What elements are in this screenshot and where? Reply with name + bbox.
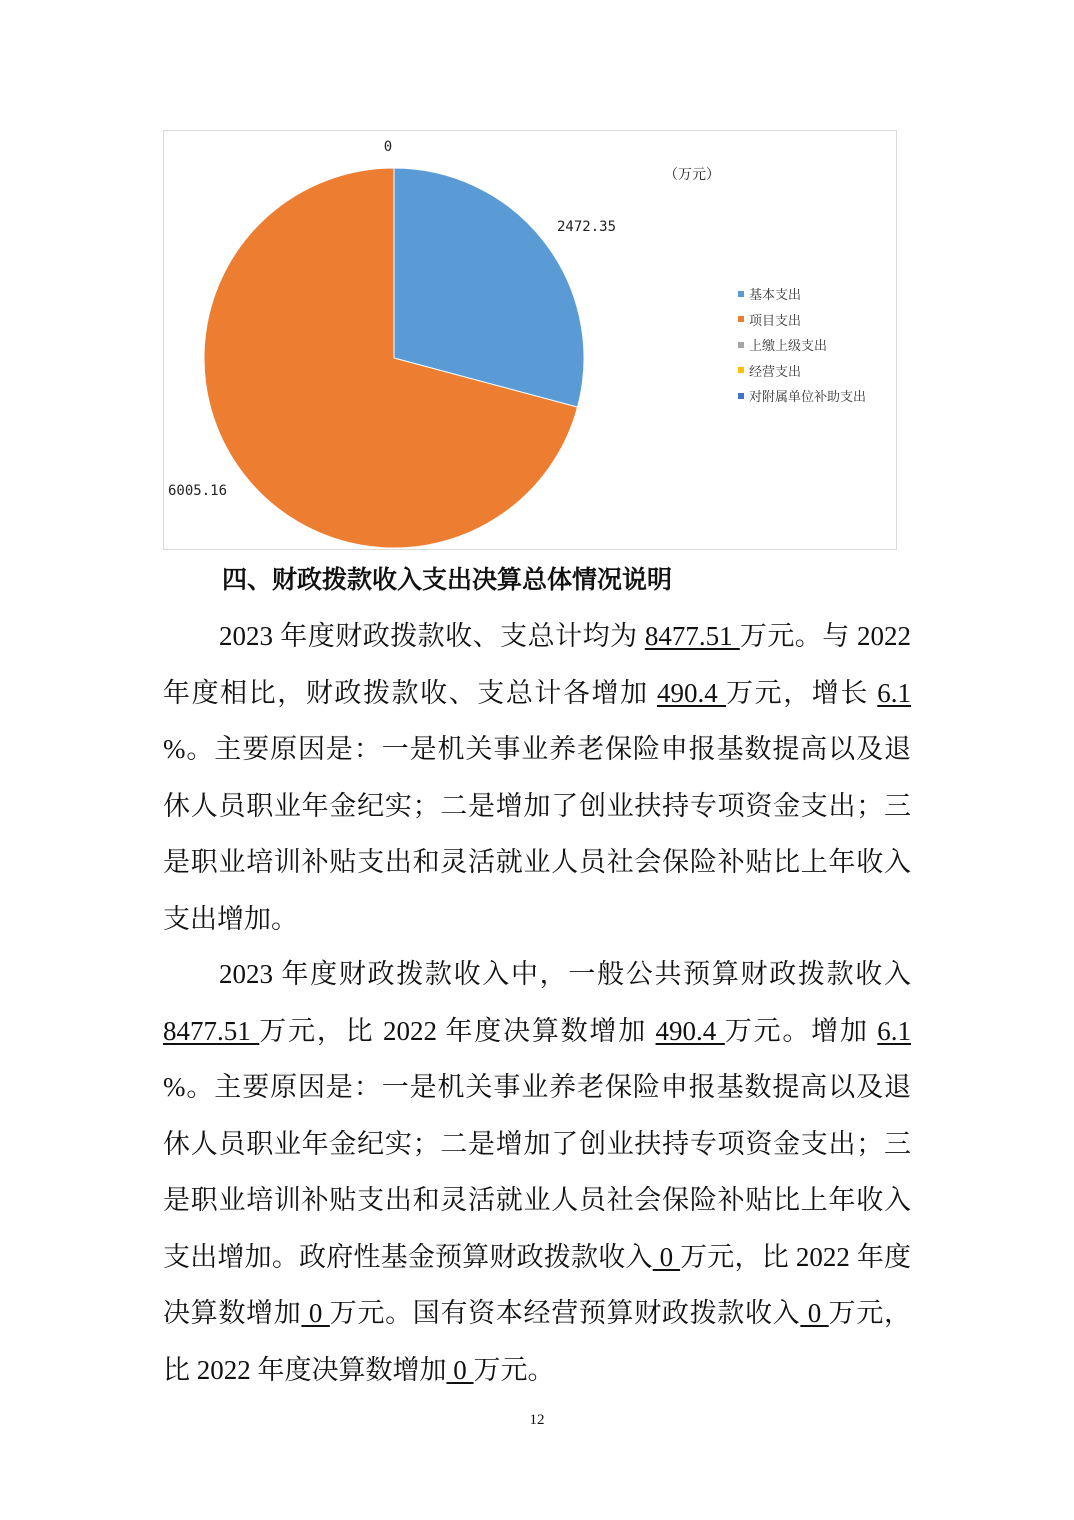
legend-swatch <box>738 367 744 373</box>
text-run: 万元，比 2022 年度决算数增加 <box>163 1298 912 1385</box>
paragraph-total <box>163 608 911 947</box>
text-run: 万元，比 2022 年度决算数增加 <box>163 1241 912 1328</box>
text-run: %。主要原因是：一是机关事业养老保险申报基数提高以及退休人员职业年金纪实；二是增加了创业扶持专项资金支出；三是职业培训补贴支出和灵活就业人员社会保险补贴比上年收入支出增加。 <box>163 734 911 934</box>
legend-item <box>738 281 866 307</box>
legend-swatch <box>738 342 744 348</box>
legend-label: 对附属单位补助支出 <box>749 390 867 406</box>
value-fund-increase: 0 <box>301 1298 330 1328</box>
value-growth-rate: 6.1 <box>877 677 912 708</box>
unit-label: （万元） <box>664 167 720 183</box>
legend-label: 经营支出 <box>749 364 802 380</box>
value-growth-rate: 6.1 <box>877 1015 912 1046</box>
value-increase: 490.4 <box>655 1015 725 1046</box>
text-run: 万元。与 2022 年度相比，财政拨款收、支总计各增加 <box>163 621 912 708</box>
legend-label: 项目支出 <box>749 313 802 329</box>
legend-label: 基本支出 <box>749 288 802 304</box>
value-increase: 490.4 <box>657 677 727 708</box>
legend-swatch <box>738 393 744 399</box>
legend-item <box>738 383 866 409</box>
value-capital-increase: 0 <box>446 1354 474 1385</box>
paragraph-income <box>163 946 911 1398</box>
pie-chart <box>163 130 897 550</box>
page-number: 12 <box>529 1412 545 1428</box>
text-run: 万元，增长 <box>726 677 878 708</box>
text-run: 万元，比 2022 年度决算数增加 <box>259 1015 656 1046</box>
legend-swatch <box>738 291 744 297</box>
legend <box>738 281 866 409</box>
data-label-basic: 2472.35 <box>557 219 617 235</box>
value-capital-budget: 0 <box>800 1298 829 1328</box>
data-label-project: 6005.16 <box>168 483 228 499</box>
data-label-zero: 0 <box>383 139 393 155</box>
text-run: 万元。增加 <box>724 1015 878 1046</box>
text-run: 2023 年度财政拨款收、支总计均为 <box>219 621 645 651</box>
section-heading: 四、财政拨款收入支出决算总体情况说明 <box>222 565 673 594</box>
legend-label: 上缴上级支出 <box>749 339 828 355</box>
value-general-budget: 8477.51 <box>163 1015 260 1046</box>
legend-item <box>738 358 866 384</box>
text-run: 万元。 <box>473 1354 555 1385</box>
value-total: 8477.51 <box>644 621 740 651</box>
legend-swatch <box>738 316 744 322</box>
value-fund-budget: 0 <box>652 1241 681 1272</box>
text-run: %。主要原因是：一是机关事业养老保险申报基数提高以及退休人员职业年金纪实；二是增加了创业扶持专项资金支出；三是职业培训补贴支出和灵活就业人员社会保险补贴比上年收入支出增加。政府性基金预算财政拨款收入 <box>163 1072 911 1272</box>
text-run: 万元。国有资本经营预算财政拨款收入 <box>329 1298 801 1328</box>
text-run: 2023 年度财政拨款收入中，一般公共预算财政拨款收入 <box>219 959 911 989</box>
legend-item <box>738 332 866 358</box>
legend-item <box>738 307 866 333</box>
